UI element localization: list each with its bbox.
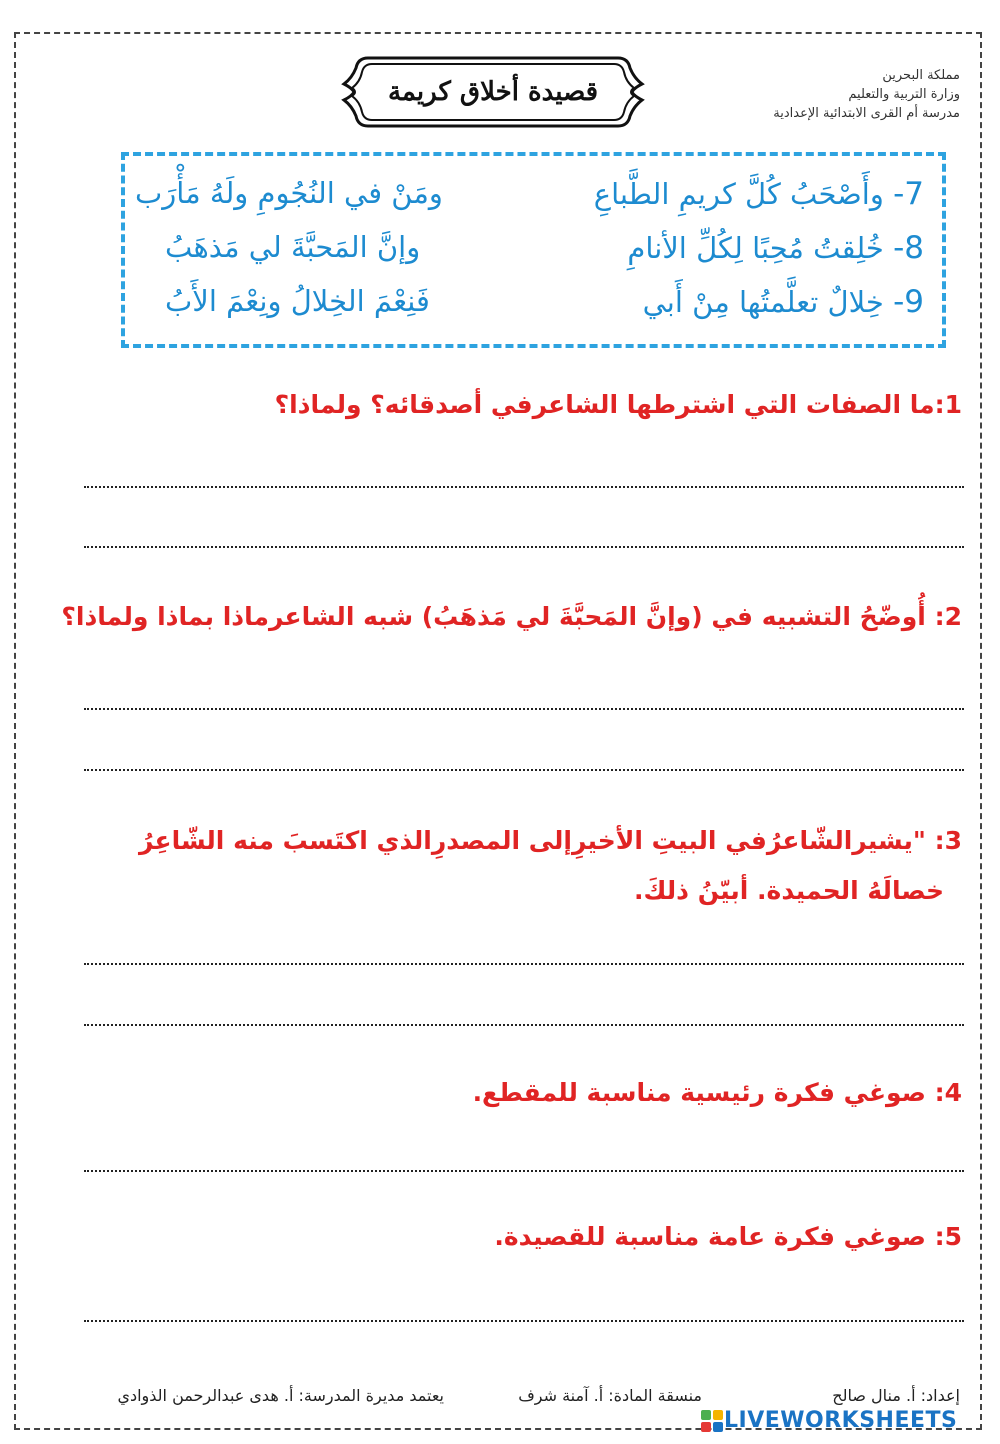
footer-prepared-by: إعداد: أ. منال صالح [832,1386,960,1405]
answer-line[interactable] [84,963,964,965]
question-4: 4: صوغي فكرة رئيسية مناسبة للمقطع. [472,1078,962,1107]
answer-line[interactable] [84,1320,964,1322]
question-3: 3: "يشيرالشّاعرُفي البيتِ الأخيرِإلى المصدرِالذي اكتَسبَ منه الشّاعِرُ [138,826,962,855]
verse-first-half: وأَصْحَبُ كُلَّ كريمِ الطَّباعِ [593,177,884,211]
verse-first-half: خُلِقتُ مُحِبًا لِكُلِّ الأنامِ [627,231,884,265]
answer-line[interactable] [84,546,964,548]
verse-number: 8- [893,230,924,266]
school-header [773,66,960,123]
liveworksheets-wordmark: LIVEWORKSHEETS [724,1408,958,1433]
poem-verse [135,284,924,334]
verse-second-half: وإنَّ المَحبَّةَ لي مَذهَبُ [165,230,421,264]
poem-verse [135,230,924,280]
worksheet-title: قصيدة أخلاق كريمة [387,77,599,107]
question-2: 2: أُوضّحُ التشبيه في (وإنَّ المَحبَّةَ لي مَذهَبُ) شبه الشاعرماذا بماذا ولماذا؟ [61,602,962,631]
country-name: مملكة البحرين [882,68,960,83]
footer-principal: يعتمد مديرة المدرسة: أ. هدى عبدالرحمن الذوادي [117,1386,444,1405]
verse-first-half: خِلالٌ تعلَّمتُها مِنْ أَبي [642,285,884,319]
title-banner [338,50,648,134]
answer-line[interactable] [84,1024,964,1026]
answer-line[interactable] [84,486,964,488]
school-name: مدرسة أم القرى الابتدائية الإعدادية [773,106,960,121]
liveworksheets-logo[interactable] [700,1408,957,1433]
verse-second-half: فَنِعْمَ الخِلالُ ونِعْمَ الأَبُ [165,284,430,318]
footer-coordinator: منسقة المادة: أ. آمنة شرف [518,1386,702,1405]
question-3-continued: خصالَهُ الحميدة. أبيّنُ ذلكَ. [634,876,944,905]
poem-box [121,152,946,348]
verse-number: 7- [893,176,924,212]
answer-line[interactable] [84,708,964,710]
answer-line[interactable] [84,769,964,771]
verse-second-half: ومَنْ في النُجُومِ ولَهُ مَأْرَب [135,176,443,210]
poem-verse [135,176,924,226]
question-1: 1:ما الصفات التي اشترطها الشاعرفي أصدقائه؟ ولماذا؟ [274,390,962,419]
answer-line[interactable] [84,1170,964,1172]
ministry-name: وزارة التربية والتعليم [848,87,960,102]
verse-number: 9- [893,284,924,320]
liveworksheets-icon [700,1409,724,1433]
question-5: 5: صوغي فكرة عامة مناسبة للقصيدة. [494,1222,962,1251]
